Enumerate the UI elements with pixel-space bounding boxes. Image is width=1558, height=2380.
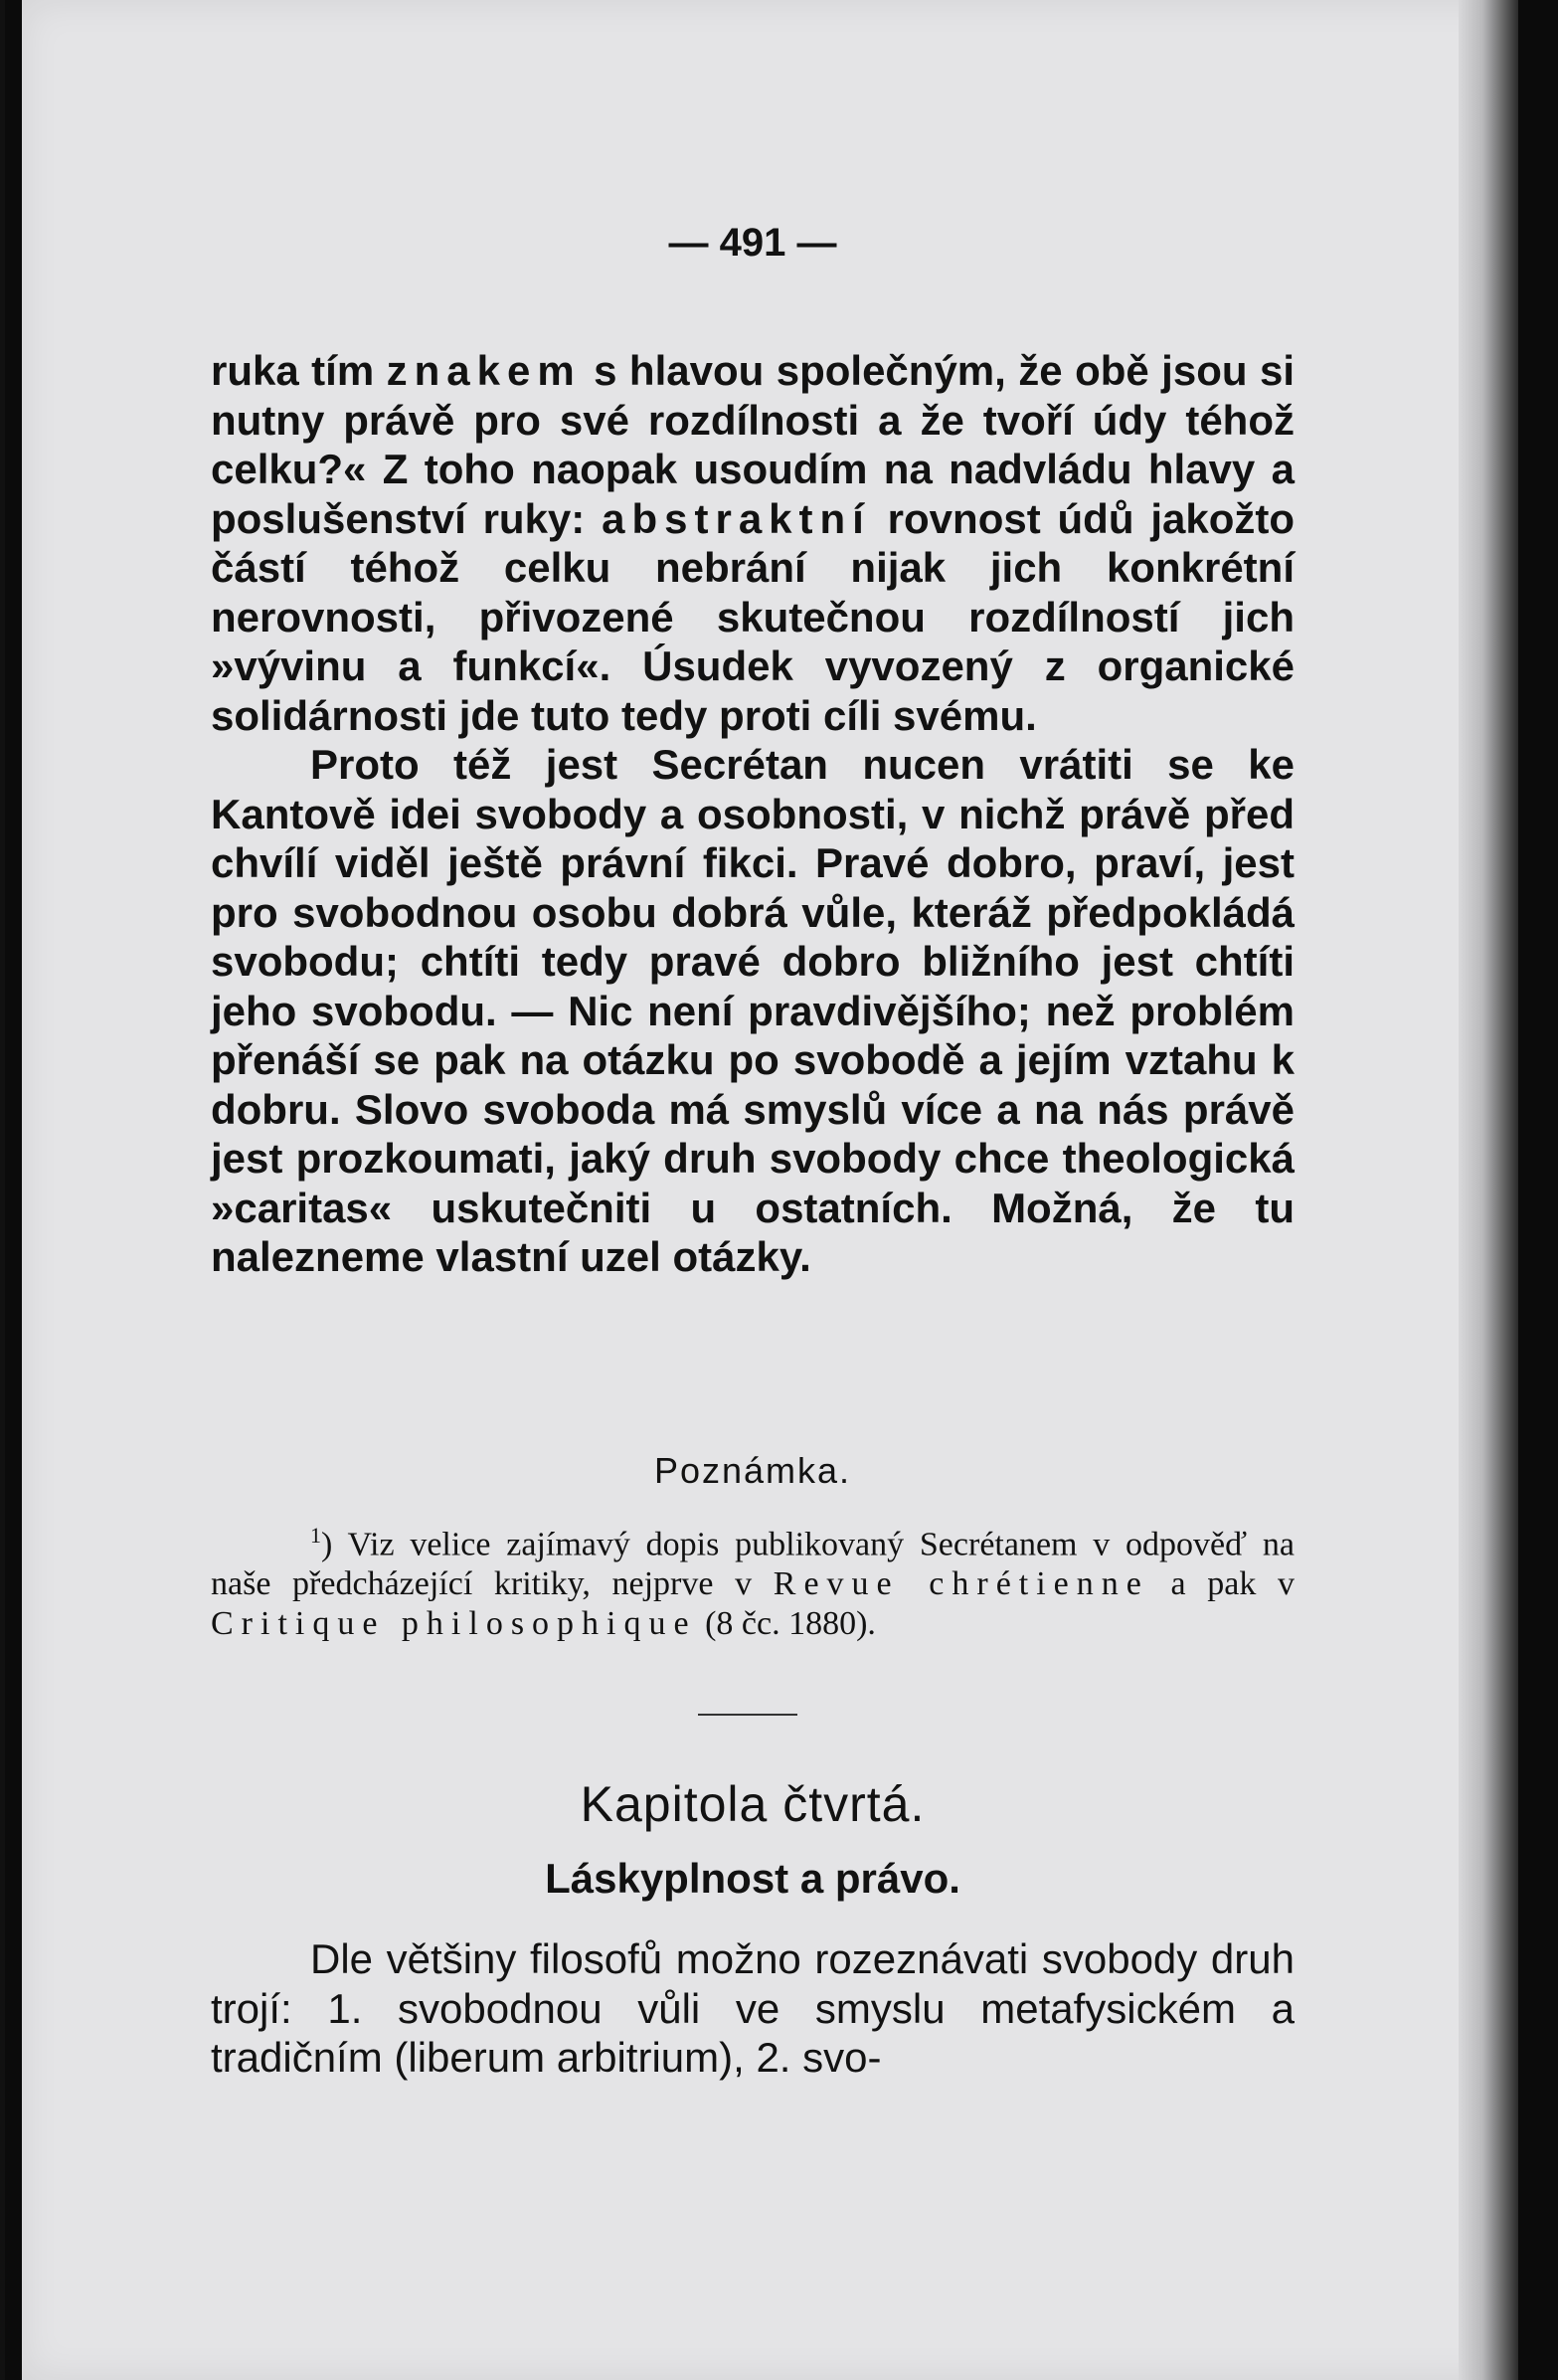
footnote-journal-revue: Revue chrétienne	[773, 1565, 1149, 1603]
body-text	[211, 346, 1295, 1282]
footnote-text-c: (8 čc. 1880).	[696, 1605, 876, 1643]
paragraph-1-text-c: rovnost údů jakožto částí téhož celku nebrání nijak jich konkrétní nerovnosti, přivozené skutečnou rozdílností jich »vývinu a funkcí«. Úsudek vyvozený z organické solidárnosti jde tuto tedy proti cíli svému.	[211, 494, 1296, 739]
emphasis-znakem: znakem	[386, 347, 582, 394]
paragraph-1	[211, 346, 1295, 740]
footnote-text-b: a pak v	[1148, 1565, 1296, 1603]
footnote-marker: 1	[310, 1523, 321, 1548]
scan-left-border	[0, 0, 5, 2380]
chapter-paragraph: Dle většiny filosofů možno rozeznávati svobody druh trojí: 1. svobodnou vůli ve smyslu metafysickém a tradičním (liberum arbitrium), 2. svo-	[211, 1935, 1295, 2081]
page-number: — 491 —	[668, 221, 837, 265]
section-divider	[698, 1714, 797, 1716]
note-heading: Poznámka.	[653, 1450, 852, 1491]
section-title: Láskyplnost a právo.	[545, 1855, 960, 1902]
book-page	[22, 0, 1518, 2380]
paragraph-1-text-a: ruka tím	[211, 347, 387, 394]
chapter-title: Kapitola čtvrtá.	[580, 1776, 926, 1832]
page-edge-shadow	[1459, 0, 1518, 2380]
paragraph-2: Proto též jest Secrétan nucen vrátiti se ke Kantově idei svobody a osobnosti, v nichž právě před chvílí viděl ještě právní fikci. Pravé dobro, praví, jest pro svobodnou osobu dobrá vůle, kteráž předpokládá svobodu; chtíti tedy pravé dobro bližního jest chtíti jeho svobodu. — Nic není pravdivějšího; než problém přenáší se pak na otázku po svobodě a jejím vztahu k dobru. Slovo svoboda má smyslů více a na nás právě jest prozkoumati, jaký druh svobody chce theologická »caritas« uskutečniti u ostatních. Možná, že tu nalezneme vlastní uzel otázky.	[211, 741, 1295, 1280]
emphasis-abstraktni: abstraktní	[602, 494, 871, 542]
paragraph-1-text-b: s hlavou společným, že obě jsou si nutny právě pro své rozdílnosti a že tvoří údy téhož celku?« Z toho naopak usoudím na nadvládu hlavy a poslušenství ruky:	[211, 347, 1295, 542]
footnote	[211, 1516, 1295, 1644]
chapter-text	[211, 1934, 1295, 2083]
footnote-journal-critique: Critique philosophique	[211, 1605, 697, 1643]
footnote-text-a: ) Viz velice zajímavý dopis publikovaný Secrétanem v odpověď na naše předcházející kritiky, nejprve v	[211, 1526, 1295, 1603]
